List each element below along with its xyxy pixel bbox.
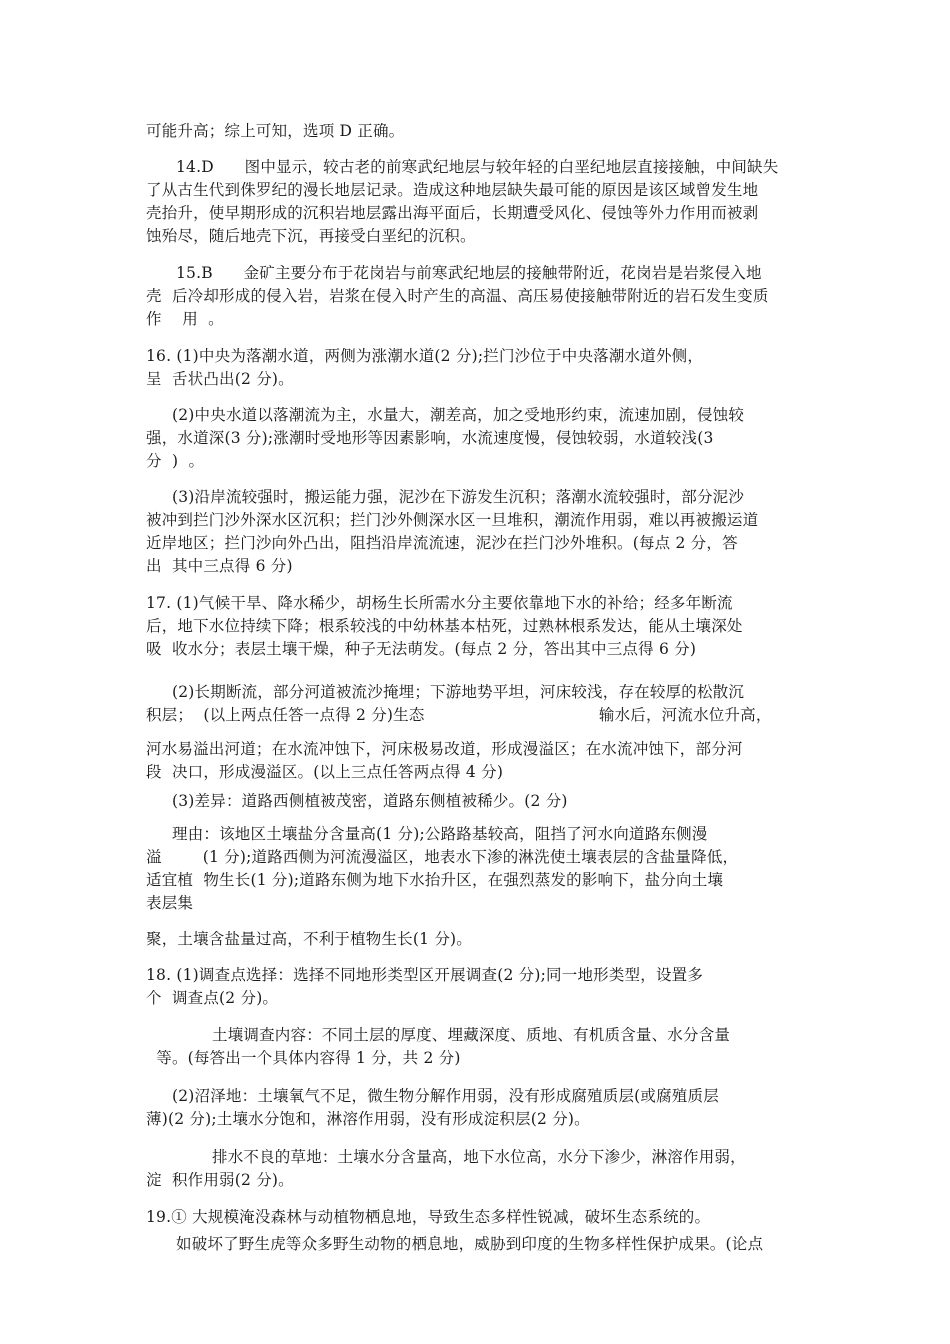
- text-line: 溢 (1 分);道路西侧为河流漫溢区，地表水下渗的淋洗使土壤表层的含盐量降低，: [146, 848, 739, 866]
- text-line: 聚，土壤含盐量过高，不利于植物生长(1 分)。: [146, 930, 472, 948]
- text-line: 吸 收水分；表层土壤干燥，种子无法萌发。(每点 2 分，答出其中三点得 6 分): [146, 640, 697, 658]
- text-line: 理由：该地区土壤盐分含量高(1 分);公路路基较高，阻挡了河水向道路东侧漫: [172, 825, 708, 843]
- text-line: (2)中央水道以落潮流为主，水量大，潮差高，加之受地形约束，流速加剧，侵蚀较: [172, 406, 745, 424]
- text-line: 强，水道深(3 分);涨潮时受地形等因素影响，水流速度慢，侵蚀较弱，水道较浅(3: [146, 429, 714, 447]
- text-line: (2)沼泽地：土壤氧气不足，微生物分解作用弱，没有形成腐殖质层(或腐殖质层: [172, 1087, 719, 1105]
- text-line: 作 用 。: [146, 310, 224, 328]
- text-line: 薄)(2 分);土壤水分饱和，淋溶作用弱，没有形成淀积层(2 分)。: [146, 1110, 590, 1128]
- text-line: 了从古生代到侏罗纪的漫长地层记录。造成这种地层缺失最可能的原因是该区域曾发生地: [146, 181, 759, 199]
- text-line: 河水易溢出河道；在水流冲蚀下，河床极易改道，形成漫溢区；在水流冲蚀下，部分河: [146, 740, 743, 758]
- text-line: 后，地下水位持续下降；根系较浅的中幼林基本枯死，过熟林根系发达，能从土壤深处: [146, 617, 743, 635]
- text-line: 近岸地区；拦门沙向外凸出，阻挡沿岸流流速，泥沙在拦门沙外堆积。(每点 2 分，答: [146, 534, 738, 552]
- text-line: 蚀殆尽，随后地壳下沉，再接受白垩纪的沉积。: [146, 227, 476, 245]
- answer-14-line: 14.D 图中显示，较古老的前寒武纪地层与较年轻的白垩纪地层直接接触，中间缺失: [176, 158, 779, 176]
- text-line: 等。(每答出一个具体内容得 1 分，共 2 分): [146, 1049, 461, 1067]
- text-line: 段 决口，形成漫溢区。(以上三点任答两点得 4 分): [146, 763, 504, 781]
- text-line: 可能升高；综上可知，选项 D 正确。: [146, 122, 405, 140]
- text-line: 壳抬升，使早期形成的沉积岩地层露出海平面后，长期遭受风化、侵蚀等外力作用而被剥: [146, 204, 759, 222]
- answer-15-line: 15.B 金矿主要分布于花岗岩与前寒武纪地层的接触带附近，花岗岩是岩浆侵入地: [176, 264, 762, 282]
- answer-18-line: 18. (1)调查点选择：选择不同地形类型区开展调查(2 分);同一地形类型，设置多: [146, 966, 704, 984]
- text-line: 表层集: [146, 894, 194, 912]
- text-line: 出 其中三点得 6 分): [146, 557, 293, 575]
- answer-19-line: 19.① 大规模淹没森林与动植物栖息地，导致生态多样性锐减，破坏生态系统的。: [146, 1208, 711, 1226]
- text-line: 排水不良的草地：土壤水分含量高，地下水位高，水分下渗少，淋溶作用弱，: [212, 1148, 746, 1166]
- text-line: 壳 后冷却形成的侵入岩，岩浆在侵入时产生的高温、高压易使接触带附近的岩石发生变质: [146, 287, 769, 305]
- text-line: 土壤调查内容：不同土层的厚度、埋藏深度、质地、有机质含量、水分含量: [212, 1026, 731, 1044]
- text-line: (3)沿岸流较强时，搬运能力强，泥沙在下游发生沉积；落潮水流较强时，部分泥沙: [172, 488, 745, 506]
- text-line: 适宜植 物生长(1 分);道路东侧为地下水抬升区，在强烈蒸发的影响下，盐分向土壤: [146, 871, 724, 889]
- text-line: 如破坏了野生虎等众多野生动物的栖息地，威胁到印度的生物多样性保护成果。(论点: [176, 1235, 764, 1253]
- answer-17-line: 17. (1)气候干旱、降水稀少，胡杨生长所需水分主要依靠地下水的补给；经多年断流: [146, 594, 733, 612]
- text-line: 个 调查点(2 分)。: [146, 989, 279, 1007]
- text-line: (3)差异：道路西侧植被茂密，道路东侧植被稀少。(2 分): [172, 792, 568, 810]
- text-line: 淀 积作用弱(2 分)。: [146, 1171, 294, 1189]
- text-line: 呈 舌状凸出(2 分)。: [146, 370, 294, 388]
- text-line: (2)长期断流，部分河道被流沙掩埋；下游地势平坦，河床较浅，存在较厚的松散沉: [172, 683, 745, 701]
- text-line: 被冲到拦门沙外深水区沉积；拦门沙外侧深水区一旦堆积，潮流作用弱，难以再被搬运道: [146, 511, 759, 529]
- answer-16-line: 16. (1)中央为落潮水道，两侧为涨潮水道(2 分);拦门沙位于中央落潮水道外侧，: [146, 347, 704, 365]
- text-line: 分 ) 。: [146, 452, 205, 470]
- text-line: 积层； (以上两点任答一点得 2 分)生态 输水后，河流水位升高，: [146, 706, 772, 724]
